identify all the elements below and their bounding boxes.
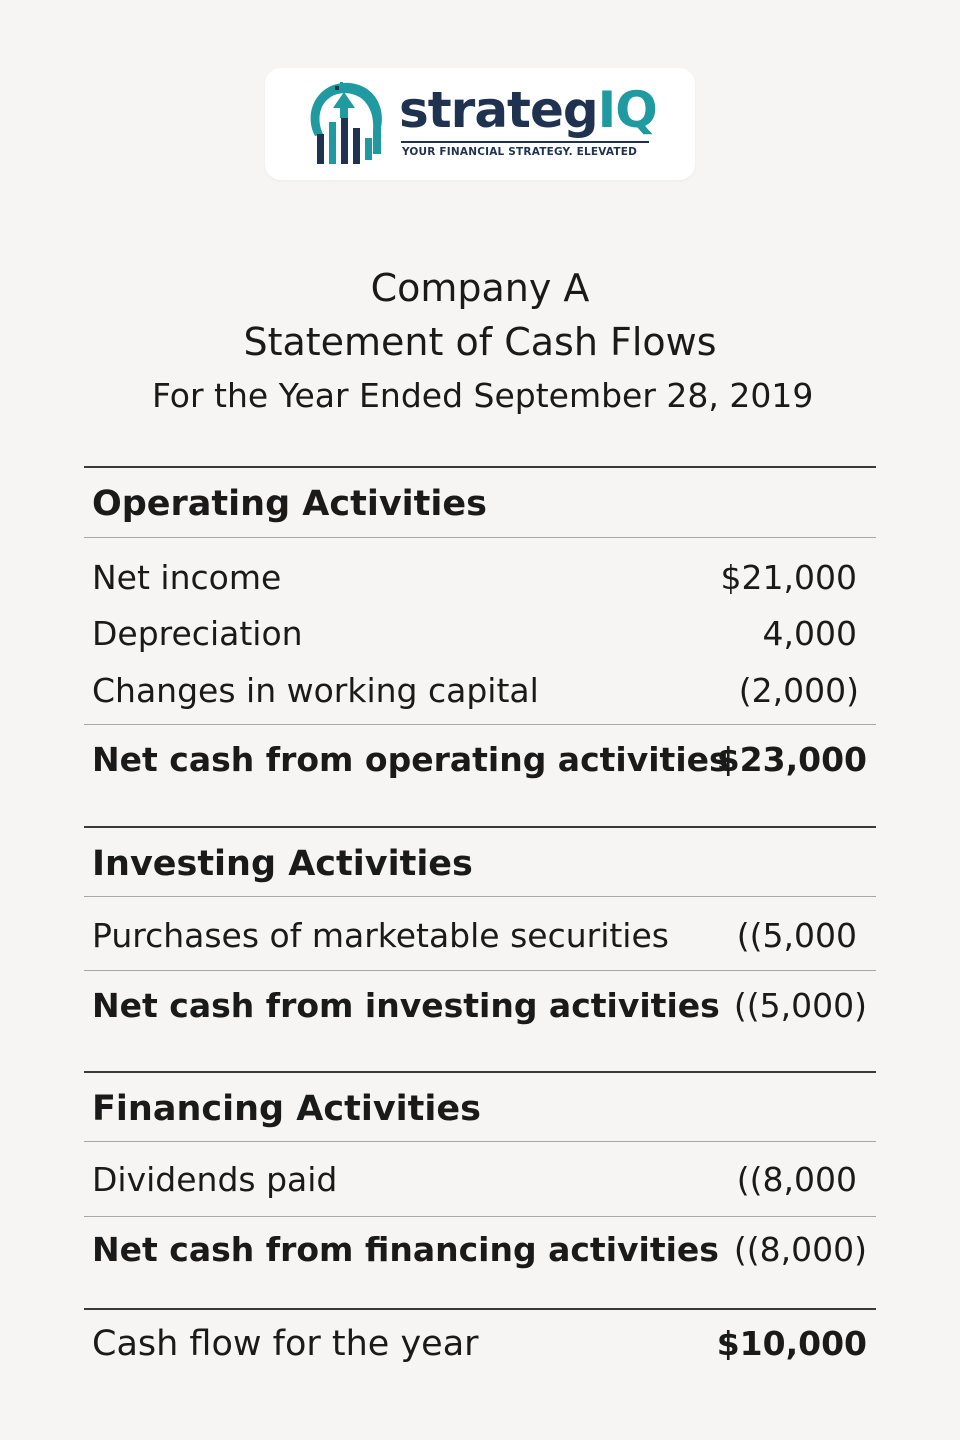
section-divider — [84, 1071, 876, 1073]
section-divider — [84, 466, 876, 468]
row-divider — [84, 896, 876, 897]
line-item-value: $21,000 — [720, 558, 857, 597]
summary-label: Cash flow for the year — [92, 1324, 479, 1364]
section-title-financing: Financing Activities — [92, 1089, 481, 1129]
statement-title: Statement of Cash Flows — [243, 320, 717, 364]
row-divider — [84, 537, 876, 538]
total-value-financing: ((8,000) — [733, 1230, 867, 1269]
total-label-investing: Net cash from investing activities — [92, 986, 720, 1025]
section-title-operating: Operating Activities — [92, 484, 487, 524]
total-value-investing: ((5,000) — [733, 986, 867, 1025]
section-divider — [84, 826, 876, 828]
row-divider — [84, 970, 876, 971]
section-divider — [84, 1308, 876, 1310]
company-name: Company A — [370, 266, 590, 310]
head-growth-chart-icon — [303, 78, 389, 170]
logo-underline — [401, 141, 649, 143]
line-item-value: (2,000) — [738, 671, 859, 710]
line-item-value: 4,000 — [762, 614, 857, 653]
line-item-label: Purchases of marketable securities — [92, 916, 669, 955]
logo-wordmark — [399, 80, 657, 140]
total-value-operating: $23,000 — [716, 740, 867, 779]
line-item-label: Changes in working capital — [92, 671, 539, 710]
row-divider — [84, 724, 876, 725]
row-divider — [84, 1216, 876, 1217]
logo-card — [265, 68, 695, 180]
total-label-financing: Net cash from financing activities — [92, 1230, 719, 1269]
line-item-label: Net income — [92, 558, 282, 597]
line-item-label: Dividends paid — [92, 1160, 338, 1199]
logo-tagline: YOUR FINANCIAL STRATEGY. ELEVATED — [402, 146, 638, 158]
logo-word-teal: IQ — [597, 81, 657, 139]
line-item-label: Depreciation — [92, 614, 303, 653]
summary-value: $10,000 — [716, 1324, 867, 1363]
total-label-operating: Net cash from operating activities — [92, 740, 729, 779]
statement-period: For the Year Ended September 28, 2019 — [152, 376, 814, 415]
line-item-value: ((5,000 — [736, 916, 857, 955]
logo-word-dark: strateg — [399, 81, 598, 139]
row-divider — [84, 1141, 876, 1142]
section-title-investing: Investing Activities — [92, 844, 473, 884]
line-item-value: ((8,000 — [736, 1160, 857, 1199]
